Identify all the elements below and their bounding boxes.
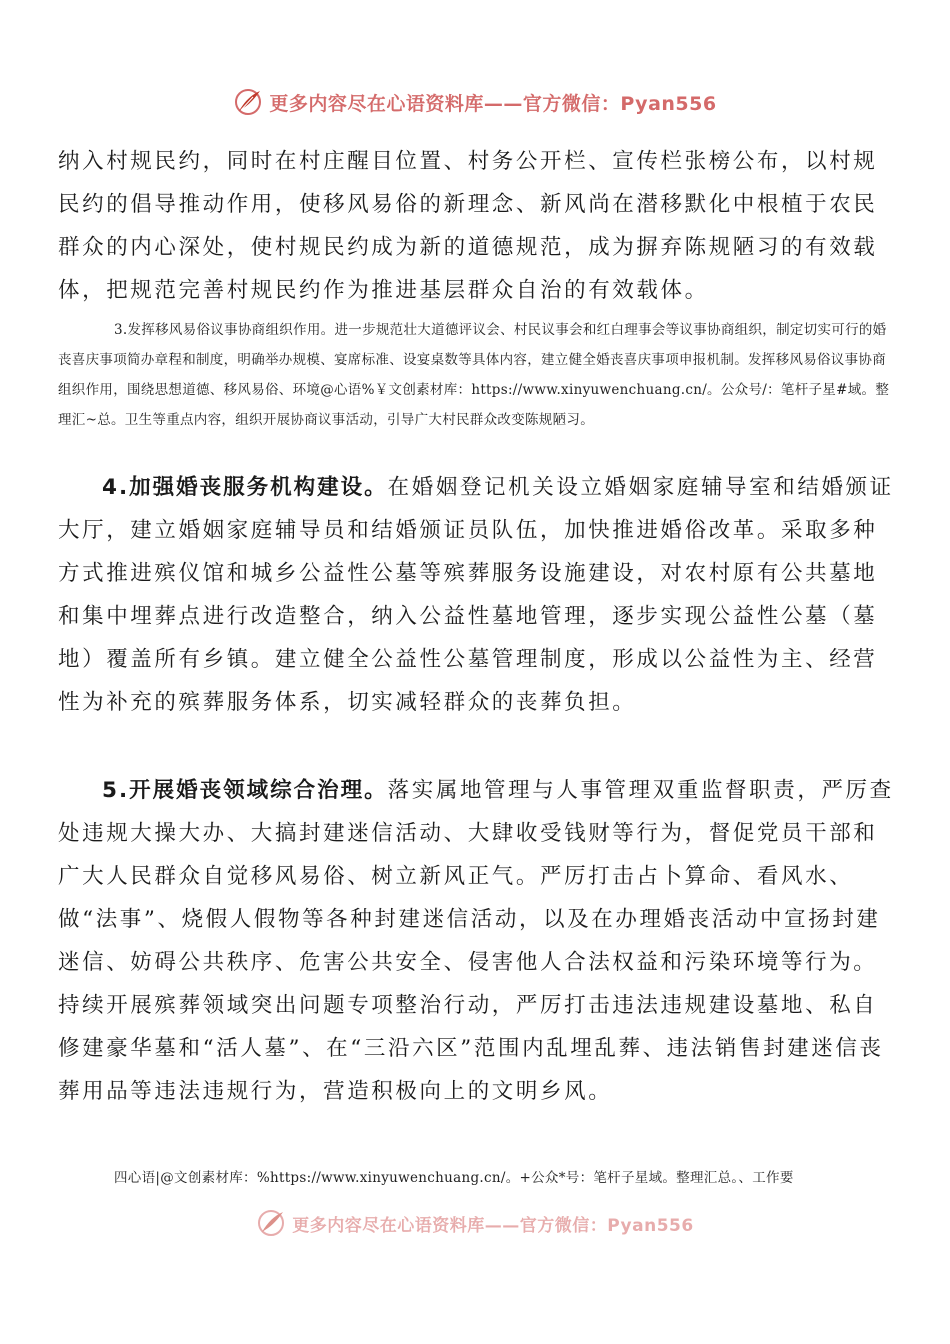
paragraph-service-institutions (58, 466, 898, 724)
section-body-4: 在婚姻登记机关设立婚姻家庭辅导室和结婚颁证大厅，建立婚姻家庭辅导员和结婚颁证员队伍，加快推进婚俗改革。采取多种方式推进殡仪馆和城乡公益性公墓等殡葬服务设施建设，对农村原有公共墓地和集中埋葬点进行改造整合，纳入公益性墓地管理，逐步实现公益性公墓（墓地）覆盖所有乡镇。建立健全公益性公墓管理制度，形成以公益性为主、经营性为补充的殡葬服务体系，切实减轻群众的丧葬负担。 (58, 475, 894, 715)
footer-banner-text: 更多内容尽在心语资料库——官方微信：Pyan556 (292, 1215, 694, 1236)
footer-banner (0, 1208, 950, 1238)
header-banner-text: 更多内容尽在心语资料库——官方微信：Pyan556 (269, 92, 717, 115)
section-heading-4: 4.加强婚丧服务机构建设。 (102, 475, 388, 500)
header-banner (0, 84, 950, 120)
feather-pen-logo-icon (256, 1208, 286, 1238)
paragraph-watermark-line: 四心语|@文创素材库：%https://www.xinyuwenchuang.cn/。+公众*号：笔杆子星域。整理汇总。、工作要 (114, 1170, 794, 1186)
paragraph-consultation-organizations: 3.发挥移风易俗议事协商组织作用。进一步规范壮大道德评议会、村民议事会和红白理事会等议事协商组织，制定切实可行的婚丧喜庆事项简办章程和制度，明确举办规模、宴席标准、设宴桌数等具体内容，建立健全婚丧喜庆事项申报机制。发挥移风易俗议事协商组织作用，围绕思想道德、移风易俗、环境@心语%￥文创素材库：https://www.xinyuwenchuang.cn/。公众号/：笔杆子星#域。整理汇~总。卫生等重点内容，组织开展协商议事活动，引导广大村民群众改变陈规陋习。 (58, 322, 890, 428)
feather-pen-logo-icon (233, 87, 263, 117)
section-body-5: 落实属地管理与人事管理双重监督职责，严厉查处违规大操大办、大搞封建迷信活动、大肆收受钱财等行为，督促党员干部和广大人民群众自觉移风易俗、树立新风正气。严厉打击占卜算命、看风水、做“法事”、烧假人假物等各种封建迷信活动，以及在办理婚丧活动中宣扬封建迷信、妨碍公共秩序、危害公共安全、侵害他人合法权益和污染环境等行为。持续开展殡葬领域突出问题专项整治行动，严厉打击违法违规建设墓地、私自修建豪华墓和“活人墓”、在“三沿六区”范围内乱埋乱葬、违法销售封建迷信丧葬用品等违法违规行为，营造积极向上的文明乡风。 (58, 778, 894, 1104)
paragraph-village-rules: 纳入村规民约，同时在村庄醒目位置、村务公开栏、宣传栏张榜公布，以村规民约的倡导推动作用，使移风易俗的新理念、新风尚在潜移默化中根植于农民群众的内心深处，使村规民约成为新的道德规范，成为摒弃陈规陋习的有效载体，把规范完善村规民约作为推进基层群众自治的有效载体。 (58, 149, 878, 303)
paragraph-comprehensive-governance (58, 769, 898, 1113)
section-heading-5: 5.开展婚丧领域综合治理。 (102, 778, 388, 803)
